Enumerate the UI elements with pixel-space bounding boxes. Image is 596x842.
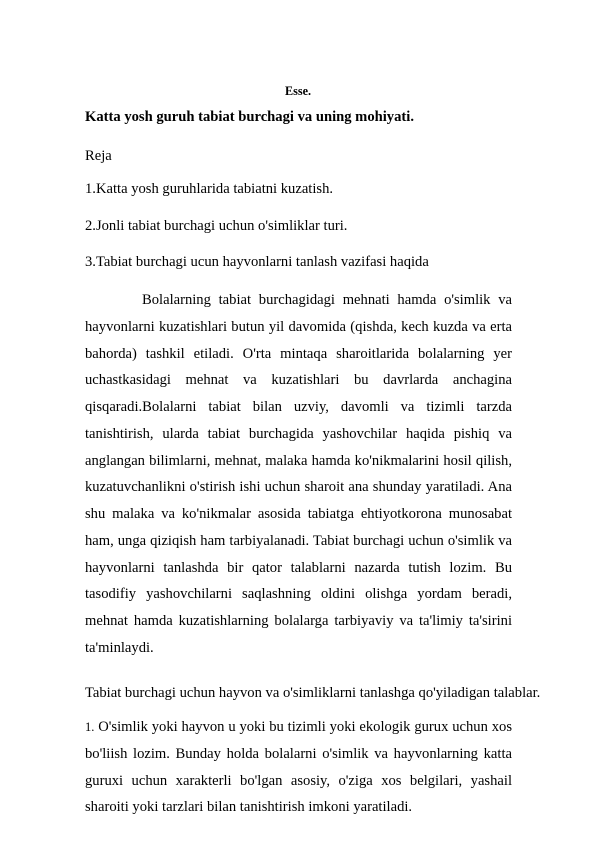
plan-label: Reja	[85, 148, 112, 164]
plan-item-2: 2.Jonli tabiat burchagi uchun o'simliklar turi.	[85, 218, 348, 234]
document-heading: Katta yosh guruh tabiat burchagi va uning mohiyati.	[85, 109, 414, 125]
requirement-1	[85, 714, 512, 821]
plan-item-1: 1.Katta yosh guruhlarida tabiatni kuzatish.	[85, 181, 334, 197]
requirement-1-number: 1.	[85, 720, 95, 734]
body-paragraph-1	[85, 287, 512, 662]
document-title: Esse.	[284, 84, 312, 98]
requirement-1-text: O'simlik yoki hayvon u yoki bu tizimli yoki ekologik gurux uchun xos bo'liish lozim. Bunday holda bolalarni o'simlik va hayvonlarning katta guruxi uchun xarakterli bo'lgan asosiy, o'ziga xos belgilari, yashail sharoiti yoki tarzlari bilan tanishtirish imkoni yaratiladi.	[85, 719, 512, 816]
body-paragraph-1-text: Bolalarning tabiat burchagidagi mehnati hamda o'simlik va hayvonlarni kuzatishlari butun yil davomida (qishda, kech kuzda va erta bahorda) tashkil etiladi. O'rta mintaqa sharoitlarida bolalarning yer uchastkasidagi mehnat va kuzatishlari bu davrlarda anchagina qisqaradi.Bolalarni tabiat bilan uzviy, davomli va tizimli tarzda tanishtirish, ularda tabiat burchagida yashovchilar haqida pishiq va anglangan bilimlarni, mehnat, malaka hamda ko'nikmalarini hosil qilish, kuzatuvchanlikni o'stirish ishi uchun sharoit ana shunday yaratiladi. Ana shu malaka va ko'nikmalar asosida tabiatga ehtiyotkorona munosabat ham, unga qiziqish ham tarbiyalanadi. Tabiat burchagi uchun o'simlik va hayvonlarni tanlashda bir qator talablarni nazarda tutish lozim. Bu tasodifiy yashovchilarni saqlashning oldini olishga yordam beradi, mehnat hamda kuzatishlarning bolalarga tarbiyaviy va ta'limiy ta'sirini ta'minlaydi.	[85, 292, 512, 656]
requirements-heading: Tabiat burchagi uchun hayvon va o'simliklarni tanlashga qo'yiladigan talablar.	[85, 685, 541, 701]
plan-item-3: 3.Tabiat burchagi ucun hayvonlarni tanlash vazifasi haqida	[85, 254, 429, 270]
